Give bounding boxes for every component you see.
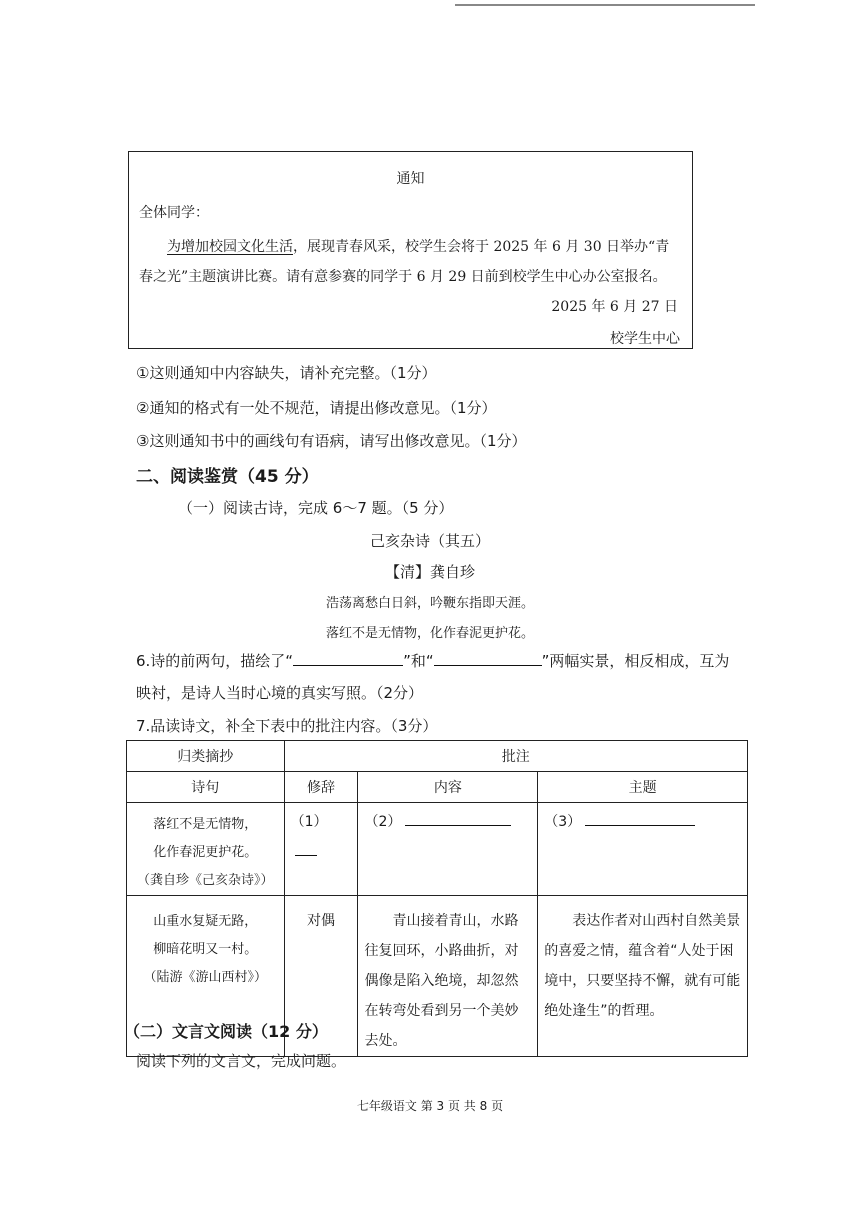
header-theme: 主题 — [538, 772, 748, 803]
question-7: 7.品读诗文，补全下表中的批注内容。（3分） — [136, 717, 438, 735]
reading-instruction: 阅读下列的文言文，完成问题。 — [136, 1052, 347, 1070]
row2-line-1: 山重水复疑无路， — [153, 914, 258, 929]
underlined-sentence: 为增加校园文化生活 — [167, 239, 293, 255]
poem-title: 己亥杂诗（其五） — [369, 532, 490, 550]
notice-box — [128, 151, 693, 349]
answer-blank-3[interactable] — [295, 841, 317, 856]
row1-content — [358, 803, 538, 896]
answer-blank-2[interactable] — [434, 651, 542, 666]
question-6 — [136, 650, 729, 671]
row1-line-1: 落红不是无情物， — [153, 817, 258, 832]
poem-line-1: 浩荡离愁白日斜，吟鞭东指即天涯。 — [325, 596, 534, 611]
notice-signature: 校学生中心 — [610, 331, 680, 347]
row2-rhetoric: 对偶 — [284, 896, 358, 1057]
header-line: 诗句 — [127, 772, 285, 803]
header-rhetoric: 修辞 — [284, 772, 358, 803]
header-content: 内容 — [358, 772, 538, 803]
subsection-poem: （一）阅读古诗，完成 6～7 题。（5 分） — [178, 499, 454, 517]
row1-theme — [538, 803, 748, 896]
question-2: ②通知的格式有一处不规范，请提出修改意见。（1分） — [136, 399, 497, 417]
poem-line-2: 落红不是无情物，化作春泥更护花。 — [325, 626, 534, 641]
poem-author: 【清】龚自珍 — [384, 563, 475, 581]
blank-label-2: （2） — [364, 814, 402, 830]
page-footer: 七年级语文 第 3 页 共 8 页 — [356, 1099, 504, 1113]
row2-line-2: 柳暗花明又一村。 — [153, 942, 258, 957]
notice-body-text: ，展现青春风采，校学生会将于 2025 年 6 月 30 日举办“青春之光”主题演讲比赛。请有意参赛的同学于 6 月 29 日前到校学生中心办公室报名。 — [139, 239, 670, 285]
q6-part-c: ”两幅实景，相反相成，互为 — [541, 652, 730, 670]
subsection-classical: （二）文言文阅读（12 分） — [124, 1022, 328, 1041]
annotation-table — [126, 740, 748, 1057]
section-title: 二、阅读鉴赏（45 分） — [136, 467, 319, 487]
scan-edge-line — [455, 4, 755, 6]
notice-date: 2025 年 6 月 27 日 — [551, 299, 678, 315]
q6-part-a: 6.诗的前两句，描绘了“ — [136, 652, 294, 670]
row1-rhetoric — [284, 803, 358, 896]
question-6-cont: 映衬，是诗人当时心境的真实写照。（2分） — [136, 684, 424, 702]
answer-blank-5[interactable] — [585, 811, 695, 826]
notice-body — [139, 232, 680, 292]
header-excerpt: 归类摘抄 — [127, 741, 285, 772]
row2-content: 青山接着青山，水路往复回环，小路曲折，对偶像是陷入绝境，却忽然在转弯处看到另一个美妙去处。 — [358, 896, 538, 1057]
q6-part-b: ”和“ — [403, 652, 434, 670]
notice-salutation: 全体同学： — [139, 205, 209, 221]
blank-label-3: （3） — [544, 814, 582, 830]
answer-blank-4[interactable] — [405, 811, 511, 826]
row2-theme: 表达作者对山西村自然美景的喜爱之情，蕴含着“人处于困境中，只要坚持不懈，就有可能绝处逢生”的哲理。 — [538, 896, 748, 1057]
row1-poem — [127, 803, 285, 896]
row1-line-2: 化作春泥更护花。 — [153, 845, 258, 860]
question-1: ①这则通知中内容缺失，请补充完整。（1分） — [136, 364, 437, 382]
row2-source: （陆游《游山西村》） — [143, 970, 268, 985]
answer-blank-1[interactable] — [293, 651, 403, 666]
row1-source: （龚自珍《己亥杂诗》） — [137, 873, 274, 888]
blank-label-1: （1） — [290, 814, 328, 830]
header-annotation: 批注 — [284, 741, 747, 772]
question-3: ③这则通知书中的画线句有语病，请写出修改意见。（1分） — [136, 432, 527, 450]
notice-title: 通知 — [396, 171, 425, 187]
